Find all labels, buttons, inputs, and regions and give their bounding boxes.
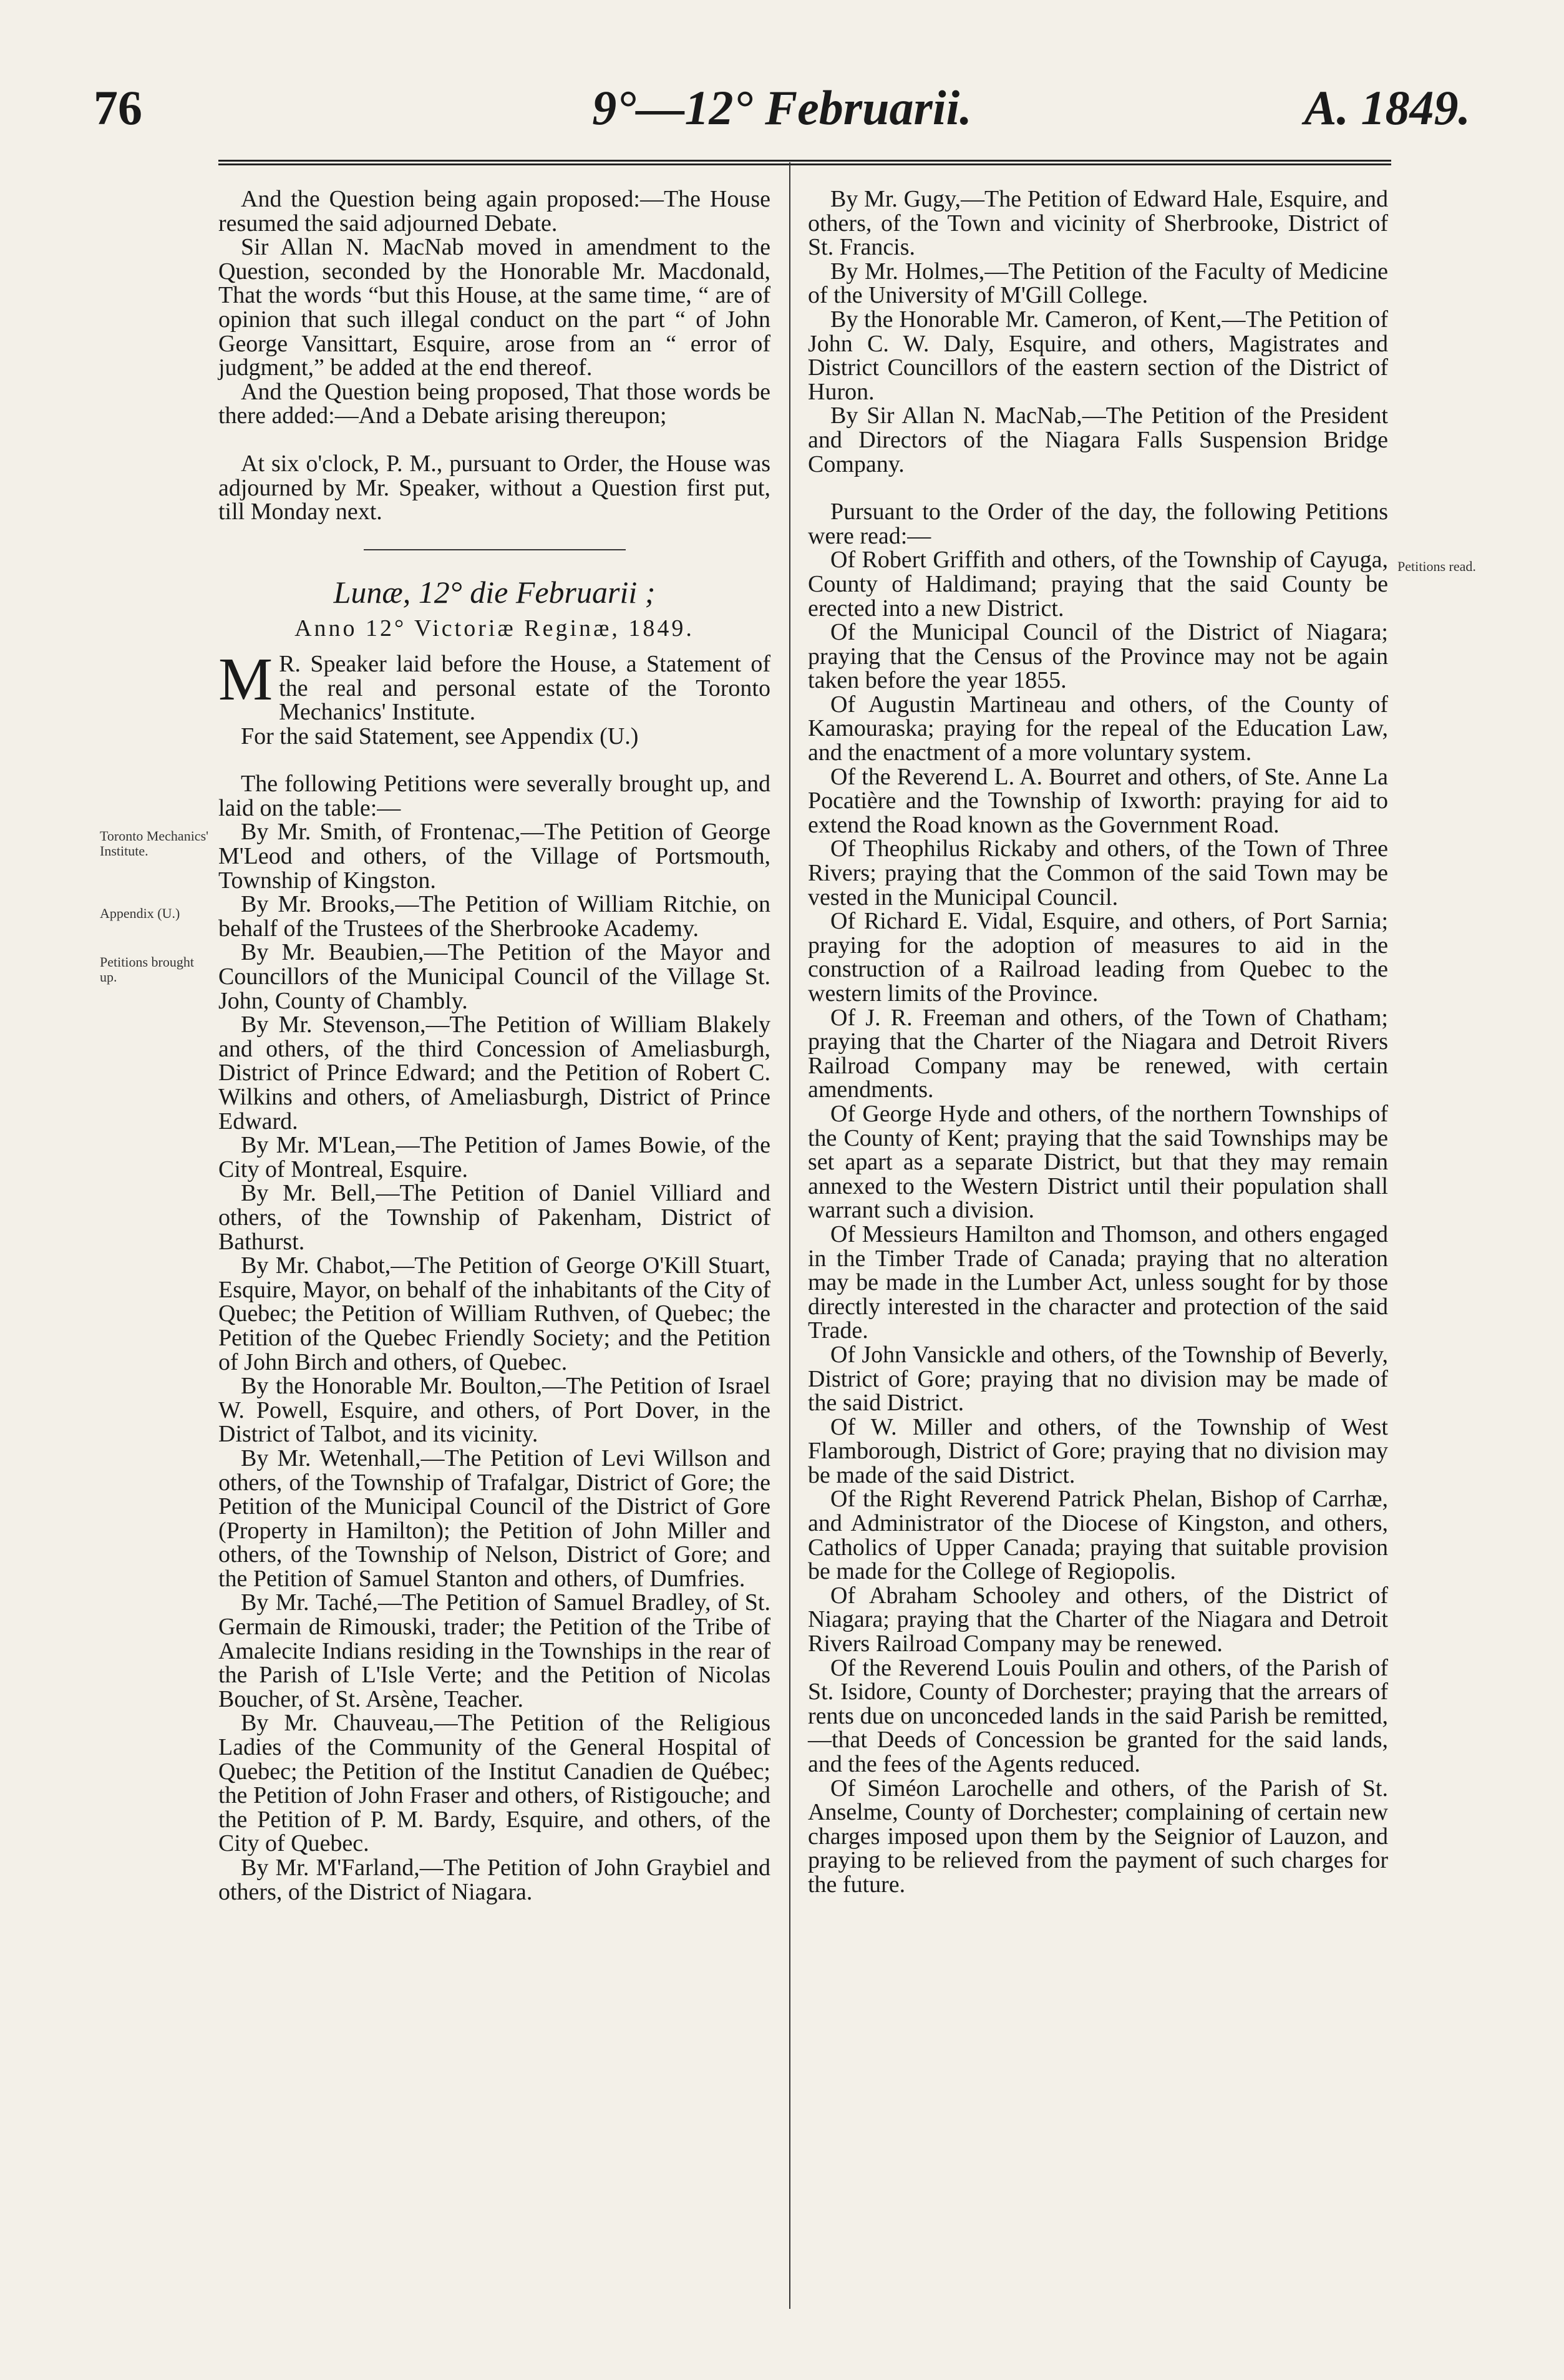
paragraph: And the Question being proposed, That those words be there added:—And a Debate arising thereupon; <box>218 378 770 429</box>
petitions-intro: The following Petitions were severally brought up, and laid on the table:— <box>218 771 770 821</box>
page-number: 76 <box>94 80 142 135</box>
petition: By Mr. Chabot,—The Petition of George O'Kill Stuart, Esquire, Mayor, on behalf of the inhabitants of the City of Quebec; the Petition of William Ruthven, of Quebec; the Petition of the Quebec Friendly Society; and the Petition of John Birch and others, of Quebec. <box>218 1252 770 1375</box>
left-column <box>218 187 770 1904</box>
petition: By Mr. M'Lean,—The Petition of James Bowie, of the City of Montreal, Esquire. <box>218 1132 770 1183</box>
petition: Of Messieurs Hamilton and Thomson, and others engaged in the Timber Trade of Canada; praying that no alteration may be made in the Lumber Act, unless sought for by those directly interested in the character and protection of the said Trade. <box>808 1221 1388 1344</box>
petition: Of the Right Reverend Patrick Phelan, Bishop of Carrhæ, and Administrator of the Diocese of Kingston, and others, Catholics of Upper Canada; praying that suitable provision be made for the College of Regiopolis. <box>808 1486 1388 1585</box>
paragraph: By Mr. Holmes,—The Petition of the Faculty of Medicine of the University of M'Gill College. <box>808 258 1388 309</box>
page-year: A. 1849. <box>1304 80 1470 135</box>
petition: By Mr. Taché,—The Petition of Samuel Bradley, of St. Germain de Rimouski, trader; the Petition of the Tribe of Amalecite Indians residing in the Townships in the rear of the Parish of L'Isle Verte; and the Petition of Nicolas Boucher, of St. Arsène, Teacher. <box>218 1589 770 1712</box>
section-heading: Lunæ, 12° die Februarii ; <box>333 574 656 610</box>
petition: Of Theophilus Rickaby and others, of the Town of Three Rivers; praying that the Common of the said Town may be vested in the Municipal Council. <box>808 836 1388 910</box>
page-date: 9°—12° Februarii. <box>592 80 972 135</box>
petition: Of the Reverend L. A. Bourret and others, of Ste. Anne La Pocatière and the Township of Ixworth: praying for aid to extend the Road known as the Government Road. <box>808 763 1388 838</box>
petition: Of Richard E. Vidal, Esquire, and others, of Port Sarnia; praying for the adoption of measures to aid in the construction of a Railroad leading from Quebec to the western limits of the Province. <box>808 908 1388 1007</box>
petition: By Mr. M'Farland,—The Petition of John Graybiel and others, of the District of Niagara. <box>218 1855 770 1905</box>
petition: Of the Municipal Council of the District of Niagara; praying that the Census of the Province may not be again taken before the year 1855. <box>808 619 1388 694</box>
margin-note-appendix: Appendix (U.) <box>100 905 180 921</box>
page-header <box>94 80 1470 149</box>
paragraph: And the Question being again proposed:—The House resumed the said adjourned Debate. <box>218 186 770 237</box>
section-subheading: Anno 12° Victoriæ Reginæ, 1849. <box>294 615 694 642</box>
petition: By the Honorable Mr. Boulton,—The Petition of Israel W. Powell, Esquire, and others, of Port Dover, in the District of Talbot, and its vicinity. <box>218 1373 770 1448</box>
petition: By Mr. Bell,—The Petition of Daniel Villiard and others, of the Township of Pakenham, District of Bathurst. <box>218 1180 770 1255</box>
paragraph: Sir Allan N. MacNab moved in amendment to the Question, seconded by the Honorable Mr. Macdonald, That the words “but this House, at the same time, “ are of opinion that such illegal conduct on the part “ of John George Vansittart, Esquire, arose from an “ error of judgment,” be added at the end thereof. <box>218 234 770 381</box>
petition: By Mr. Beaubien,—The Petition of the Mayor and Councillors of the Municipal Council of the Village St. John, County of Chambly. <box>218 939 770 1014</box>
paragraph: At six o'clock, P. M., pursuant to Order, the House was adjourned by Mr. Speaker, without a Question first put, till Monday next. <box>218 450 770 525</box>
petition: By Mr. Chauveau,—The Petition of the Religious Ladies of the Community of the General Hospital of Quebec; the Petition of the Institut Canadien de Québec; the Petition of John Fraser and others, of Ristigouche; and the Petition of P. M. Bardy, Esquire, and others, of the City of Quebec. <box>218 1710 770 1857</box>
margin-note-petitions-brought: Petitions brought up. <box>100 954 194 985</box>
petition: Of John Vansickle and others, of the Township of Beverly, District of Gore; praying that no division may be made of the said District. <box>808 1341 1388 1417</box>
paragraph: By Mr. Gugy,—The Petition of Edward Hale, Esquire, and others, of the Town and vicinity of Sherbrooke, District of St. Francis. <box>808 186 1388 261</box>
header-rule <box>218 160 1391 162</box>
petition: By Mr. Brooks,—The Petition of William Ritchie, on behalf of the Trustees of the Sherbrooke Academy. <box>218 891 770 942</box>
petition: By Mr. Wetenhall,—The Petition of Levi Willson and others, of the Township of Trafalgar, District of Gore; the Petition of the Municipal Council of the District of Gore (Property in Hamilton); the Petition of John Miller and others, of the Township of Nelson, District of Gore; and the Petition of Samuel Stanton and others, of Dumfries. <box>218 1445 770 1592</box>
petition: Of George Hyde and others, of the northern Townships of the County of Kent; praying that the said Townships may be set apart as a separate District, but that they may remain annexed to the Western District until their population shall warrant such a division. <box>808 1100 1388 1224</box>
petition: Of Siméon Larochelle and others, of the Parish of St. Anselme, County of Dorchester; complaining of certain new charges imposed upon them by the Seignior of Lauzon, and praying to be relieved from the payment of such charges for the future. <box>808 1775 1388 1898</box>
paragraph: By the Honorable Mr. Cameron, of Kent,—The Petition of John C. W. Daly, Esquire, and others, Magistrates and District Councillors of the eastern section of the District of Huron. <box>808 306 1388 405</box>
column-divider <box>789 162 790 2309</box>
margin-note-toronto: Toronto Mechanics' Institute. <box>100 828 209 859</box>
petition: Of J. R. Freeman and others, of the Town of Chatham; praying that the Charter of the Niagara and Detroit Rivers Railroad Company may be renewed, with certain amendments. <box>808 1004 1388 1103</box>
appendix-note: For the said Statement, see Appendix (U.) <box>241 723 639 749</box>
header-rule-2 <box>218 163 1391 165</box>
petition: By Mr. Smith, of Frontenac,—The Petition of George M'Leod and others, of the Village of Portsmouth, Township of Kingston. <box>218 819 770 894</box>
margin-note-petitions-read: Petitions read. <box>1397 558 1476 574</box>
petition: Of Augustin Martineau and others, of the County of Kamouraska; praying for the repeal of the Education Law, and the enactment of a more voluntary system. <box>808 691 1388 766</box>
section-opening: M R. Speaker laid before the House, a Statement of the real and personal estate of the Toronto Mechanics' Institute. <box>218 645 770 726</box>
petition: Of Robert Griffith and others, of the Township of Cayuga, County of Haldimand; praying that the said County be erected into a new District. <box>808 547 1388 622</box>
right-column <box>808 187 1388 1897</box>
dropcap: M <box>218 645 273 713</box>
petition: By Mr. Stevenson,—The Petition of William Blakely and others, of the third Concession of Ameliasburgh, District of Prince Edward; and the Petition of Robert C. Wilkins and others, of Ameliasburgh, District of Prince Edward. <box>218 1012 770 1134</box>
petitions-read-intro: Pursuant to the Order of the day, the following Petitions were read:— <box>808 499 1388 549</box>
petition: Of the Reverend Louis Poulin and others, of the Parish of St. Isidore, County of Dorchester; praying that the arrears of rents due on unconceded lands in the said Parish be remitted,—that Deeds of Concession be granted for the said lands, and the fees of the Agents reduced. <box>808 1654 1388 1777</box>
petition: Of Abraham Schooley and others, of the District of Niagara; praying that the Charter of the Niagara and Detroit Rivers Railroad Company may be renewed. <box>808 1582 1388 1657</box>
section-rule <box>364 549 626 550</box>
paragraph: By Sir Allan N. MacNab,—The Petition of the President and Directors of the Niagara Falls Suspension Bridge Company. <box>808 402 1388 477</box>
petition: Of W. Miller and others, of the Township of West Flamborough, District of Gore; praying that no division may be made of the said District. <box>808 1413 1388 1488</box>
